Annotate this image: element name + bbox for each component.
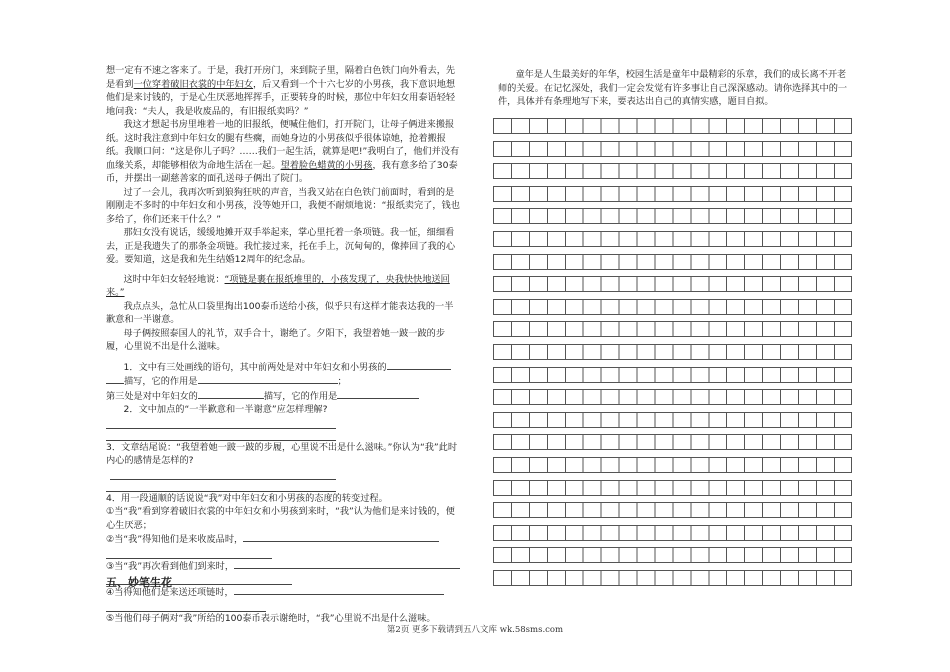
section-title: 五、妙笔生花 — [106, 576, 172, 589]
passage-paragraph: 过了一会儿，我再次听到狼狗狂吠的声音，当我又站在白色铁门前面时，看到的是刚刚走不多时的中年妇女和小男孩，没等她开口，我便不耐烦地说：“报纸卖完了，钱也多给了，你们还来干什么？” — [106, 186, 460, 225]
answer-line[interactable] — [106, 601, 266, 612]
grid-row[interactable] — [493, 299, 852, 315]
question-1-cont: 描写，它的作用是 ； — [106, 374, 462, 389]
answer-blank[interactable] — [387, 360, 451, 370]
text-span: 我这才想起书房里堆着一地的旧报纸，便喊住他们，打开院门，让母子俩进来搬报纸。这时我注意到中年妇女的腿有些瘸，而她身边的小男孩似乎很体谅她，抢着搬报纸。我顺口问：“这是你儿子吗？……我们一起生活，就算是吧!”我明白了，他们并没有血缘关系，却能够相依为命地生活在一起。 — [106, 119, 460, 171]
prompt-text: 童年是人生最美好的年华，校园生活是童年中最精彩的乐章，我们的成长离不开老师的关爱。在记忆深处，我们一定会发觉有许多事让自己深深感动。请你选择其中的一件，具体并有条理地写下来，要表达出自己的真情实感，题目自拟。 — [498, 69, 848, 108]
grid-row[interactable] — [493, 208, 852, 224]
writing-grid[interactable] — [493, 118, 852, 592]
grid-row[interactable] — [493, 141, 852, 157]
passage-paragraph: 母子俩按照泰国人的礼节，双手合十，谢绝了。夕阳下，我望着她一跛一跛的步履，心里说不出是什么滋味。 — [106, 327, 446, 352]
grid-row[interactable] — [493, 118, 852, 134]
question-1 — [106, 360, 462, 375]
grid-row[interactable] — [493, 412, 852, 428]
underlined-sentence: 望着脸色蜡黄的小男孩 — [280, 159, 373, 171]
text-span: ，我有意多给了30泰币，并摆出一副慈善家的面孔送母子俩出了院门。 — [106, 159, 458, 184]
question-text: ③当“我”再次看到他们到来时， — [106, 560, 235, 572]
grid-row[interactable] — [493, 344, 852, 360]
grid-row[interactable] — [493, 186, 852, 202]
answer-line[interactable] — [106, 430, 336, 441]
question-4: 4．用一段通顺的话说说“我”对中年妇女和小男孩的态度的转变过程。 — [106, 492, 388, 504]
answer-blank[interactable] — [337, 389, 419, 399]
question-text: 1．文中有三处画线的语句，其中前两处是对中年妇女和小男孩的 — [123, 361, 387, 373]
grid-row[interactable] — [493, 367, 852, 383]
question-text: 描写，它的作用是 — [263, 390, 338, 402]
grid-row[interactable] — [493, 434, 852, 450]
text-span: ，后又看到一个十六七岁的小男孩，我下意识地想他们是来讨钱的，于是心生厌恶地挥挥手，正要转身的时候，那位中年妇女用泰语轻轻地问我：“夫人，我是收废品的，有旧报纸卖吗？” — [106, 78, 456, 117]
question-3: 3．文章结尾说：“我望着她一跛一跛的步履，心里说不出是什么滋味。”你认为“我”此时内心的感情是怎样的? — [106, 441, 458, 466]
composition-prompt — [498, 68, 852, 109]
passage-paragraph — [106, 118, 462, 186]
question-4-item: ①当“我”看到穿着破旧衣裳的中年妇女和小男孩到来时，“我”认为他们是来讨钱的，便心生厌恶； — [106, 506, 455, 531]
answer-blank[interactable] — [234, 559, 460, 569]
answer-blank[interactable] — [243, 532, 439, 542]
answer-line[interactable] — [106, 418, 336, 429]
passage-paragraph — [106, 64, 462, 118]
question-text: 描写，它的作用是 — [124, 376, 198, 387]
text-span: 这时中年妇女轻轻地说： — [123, 273, 225, 285]
question-text: ②当“我”得知他们是来收废品时， — [106, 534, 244, 545]
grid-row[interactable] — [493, 163, 852, 179]
grid-row[interactable] — [493, 570, 852, 586]
underlined-sentence: “项链是裹在报纸堆里的，小孩发现了，央我快快地送回来。” — [106, 273, 450, 298]
passage-paragraph: 那妇女没有说话，缓缓地摊开双手举起来，掌心里托着一条项链。我一怔，细细看去，正是我遗失了的那条金项链。我忙接过来，托在手上，沉甸甸的，像捧回了我的心爱。要知道，这是我和先生结婚12周年的纪念品。 — [106, 227, 456, 265]
grid-row[interactable] — [493, 502, 852, 518]
grid-row[interactable] — [493, 276, 852, 292]
passage-paragraph: 我点点头，急忙从口袋里掏出100泰币送给小孩，似乎只有这样才能表达我的一半歉意和一半谢意。 — [106, 300, 454, 325]
question-text: ④当得知他们是来送还项链时， — [106, 587, 234, 598]
grid-row[interactable] — [493, 547, 852, 563]
grid-row[interactable] — [493, 231, 852, 247]
underlined-sentence: 一位穿着破旧衣裳的中年妇女 — [133, 78, 253, 90]
page-footer: 第2页 更多下载请到五八文库 wk.58sms.com — [386, 625, 564, 635]
grid-row[interactable] — [493, 480, 852, 496]
text-span: 想一定有不速之客来了。于是，我打开房门，来到院子里，隔着白色铁门向外看去，先是看到 — [106, 65, 456, 90]
question-1-cont — [106, 389, 462, 404]
answer-blank[interactable] — [106, 374, 124, 384]
answer-line[interactable] — [106, 548, 272, 559]
grid-row[interactable] — [493, 321, 852, 337]
answer-line[interactable] — [110, 469, 336, 480]
grid-row[interactable] — [493, 254, 852, 270]
question-4-item — [106, 559, 462, 574]
question-text: 第三处是对中年妇女的 — [106, 390, 198, 402]
reading-passage — [106, 64, 462, 625]
grid-row[interactable] — [493, 457, 852, 473]
question-2: 2．文中加点的“一半歉意和一半谢意”应怎样理解? — [123, 404, 328, 415]
question-4-item — [106, 532, 462, 547]
grid-row[interactable] — [493, 525, 852, 541]
passage-paragraph — [106, 273, 462, 300]
question-4-item: ⑤当他们母子俩对“我”所给的100泰币表示谢绝时，“我”心里说不出是什么滋味。 — [106, 612, 436, 624]
grid-row[interactable] — [493, 389, 852, 405]
answer-line[interactable] — [106, 481, 336, 492]
answer-blank[interactable] — [198, 374, 338, 384]
answer-blank[interactable] — [198, 389, 264, 399]
answer-blank[interactable] — [234, 585, 444, 595]
